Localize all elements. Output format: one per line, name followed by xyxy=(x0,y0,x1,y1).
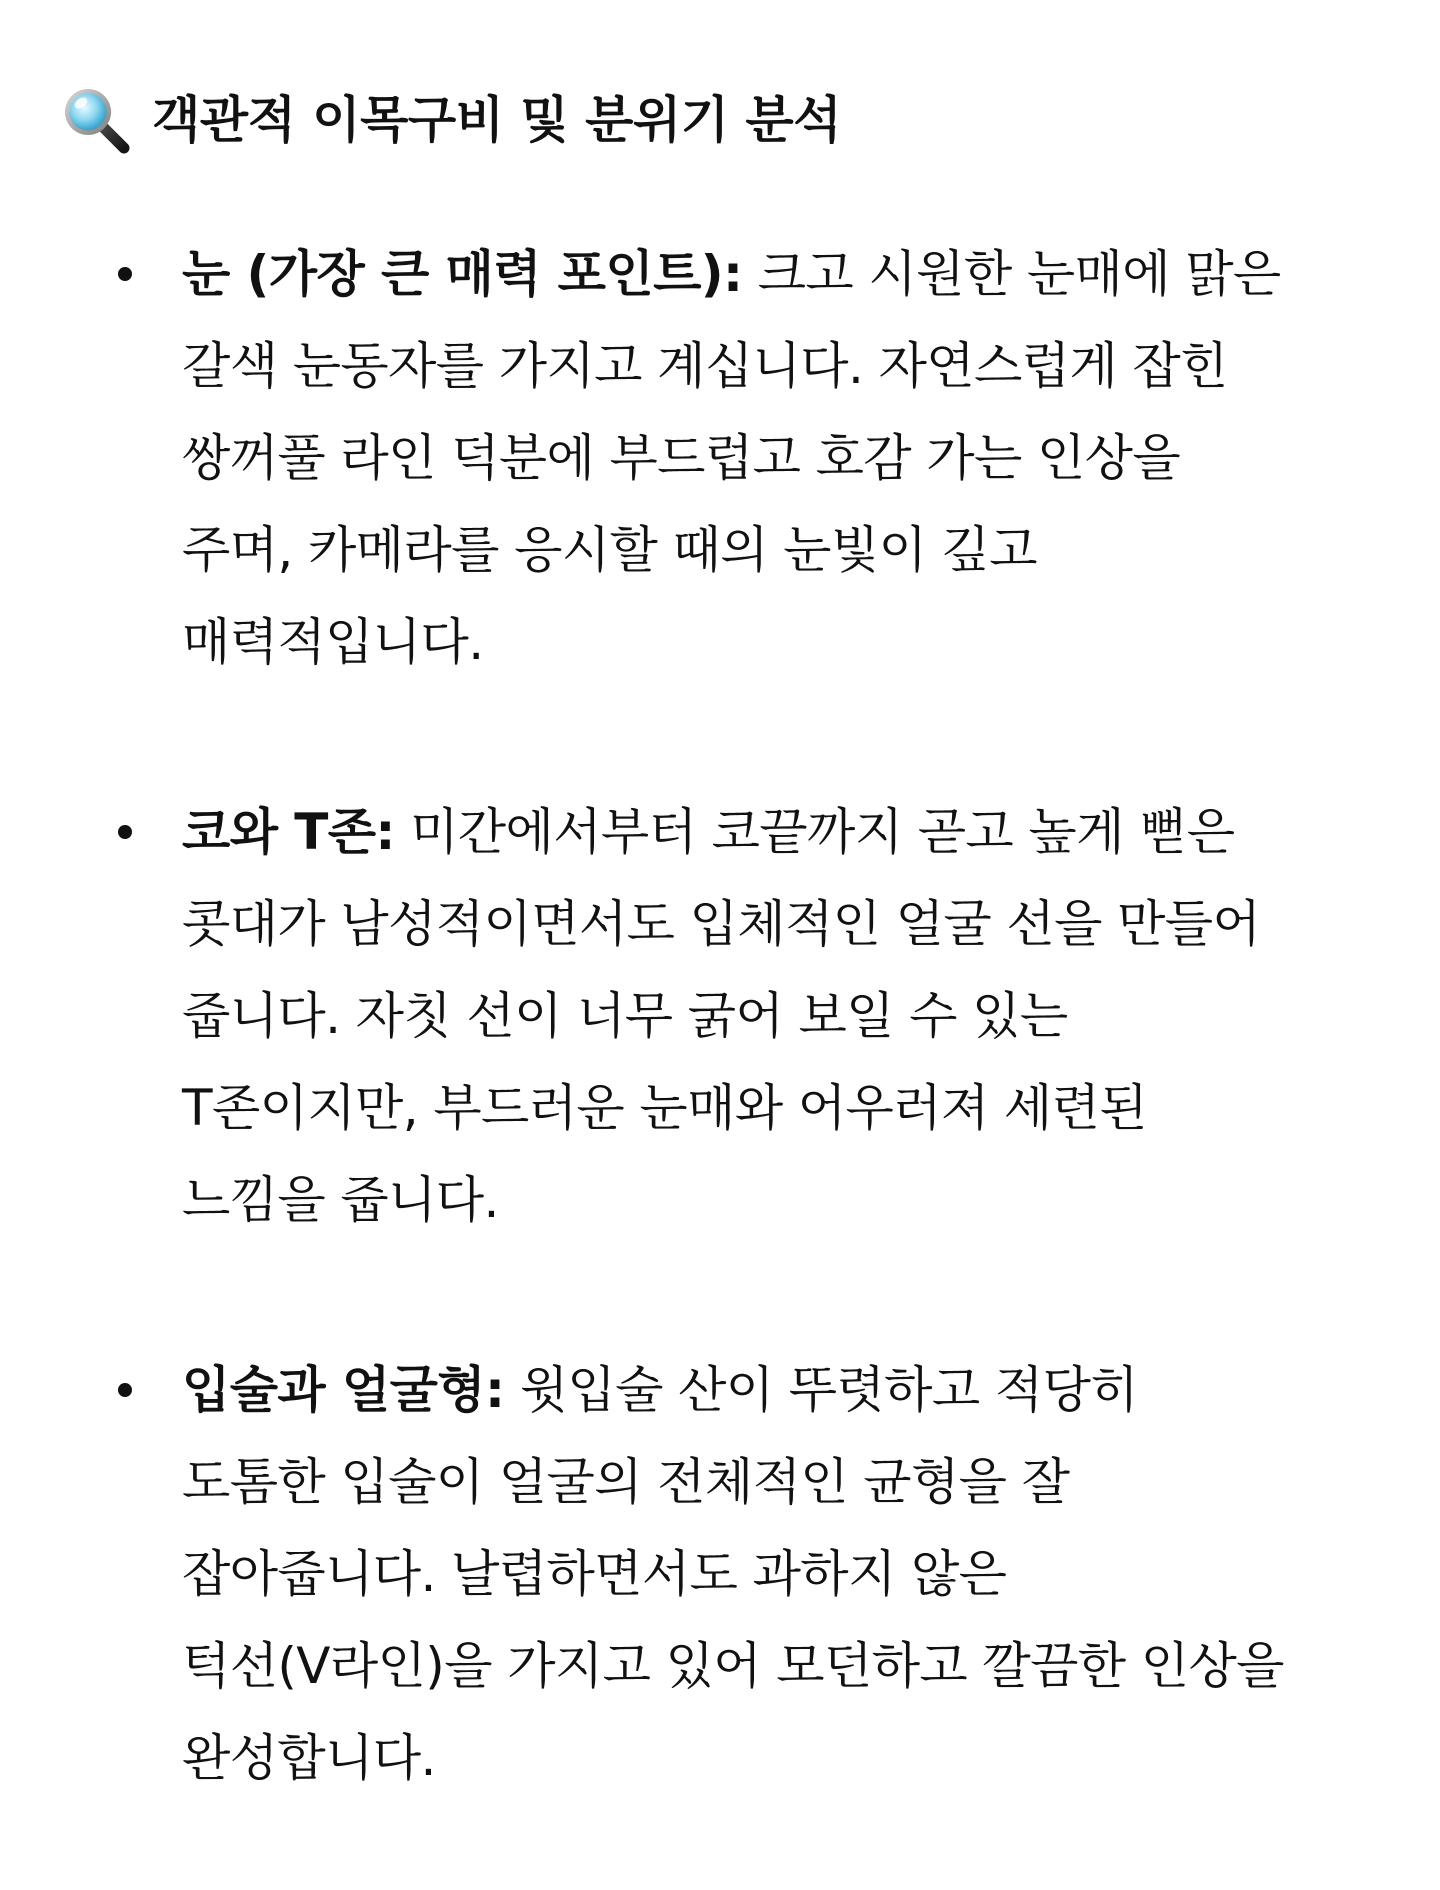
text-line: 콧대가 남성적이면서도 입체적인 얼굴 선을 만들어 xyxy=(182,895,1261,953)
bullet xyxy=(118,825,132,839)
text-line: 잡아줍니다. 날렵하면서도 과하지 않은 xyxy=(182,1545,1007,1603)
text-line: 갈색 눈동자를 가지고 계십니다. 자연스럽게 잡힌 xyxy=(182,337,1228,395)
text-line xyxy=(182,786,1382,878)
text-line: 완성합니다. xyxy=(182,1729,436,1787)
text-line xyxy=(182,1344,1382,1436)
section-title: 객관적 이목구비 및 분위기 분석 xyxy=(152,91,842,149)
item-label: 입술과 얼굴형: xyxy=(182,1361,505,1419)
text-line: 느낌을 줍니다. xyxy=(182,1171,499,1229)
item-text-segment: 크고 시원한 눈매에 맑은 xyxy=(742,245,1281,303)
text-line: 쌍꺼풀 라인 덕분에 부드럽고 호감 가는 인상을 xyxy=(182,429,1181,487)
text-line: T존이지만, 부드러운 눈매와 어우러져 세련된 xyxy=(182,1079,1148,1137)
magnifying-glass-icon xyxy=(60,84,132,156)
item-text-segment: 윗입술 산이 뚜렷하고 적당히 xyxy=(504,1361,1138,1419)
item-text-segment: 미간에서부터 코끝까지 곧고 높게 뻗은 xyxy=(394,803,1235,861)
text-line xyxy=(182,228,1382,320)
text-line: 매력적입니다. xyxy=(182,613,484,671)
item-label: 코와 T존: xyxy=(182,803,395,861)
list-item-text xyxy=(182,1344,1382,1804)
bullet xyxy=(118,1383,132,1397)
text-line: 줍니다. 자칫 선이 너무 굵어 보일 수 있는 xyxy=(182,987,1068,1045)
bullet xyxy=(118,267,132,281)
list-item-text xyxy=(182,228,1382,688)
list-item-text xyxy=(182,786,1382,1246)
text-line: 턱선(V라인)을 가지고 있어 모던하고 깔끔한 인상을 xyxy=(182,1637,1284,1695)
text-line: 주며, 카메라를 응시할 때의 눈빛이 깊고 xyxy=(182,521,1037,579)
item-label: 눈 (가장 큰 매력 포인트): xyxy=(182,245,743,303)
section-heading xyxy=(60,78,841,162)
text-line: 도톰한 입술이 얼굴의 전체적인 균형을 잘 xyxy=(182,1453,1070,1511)
